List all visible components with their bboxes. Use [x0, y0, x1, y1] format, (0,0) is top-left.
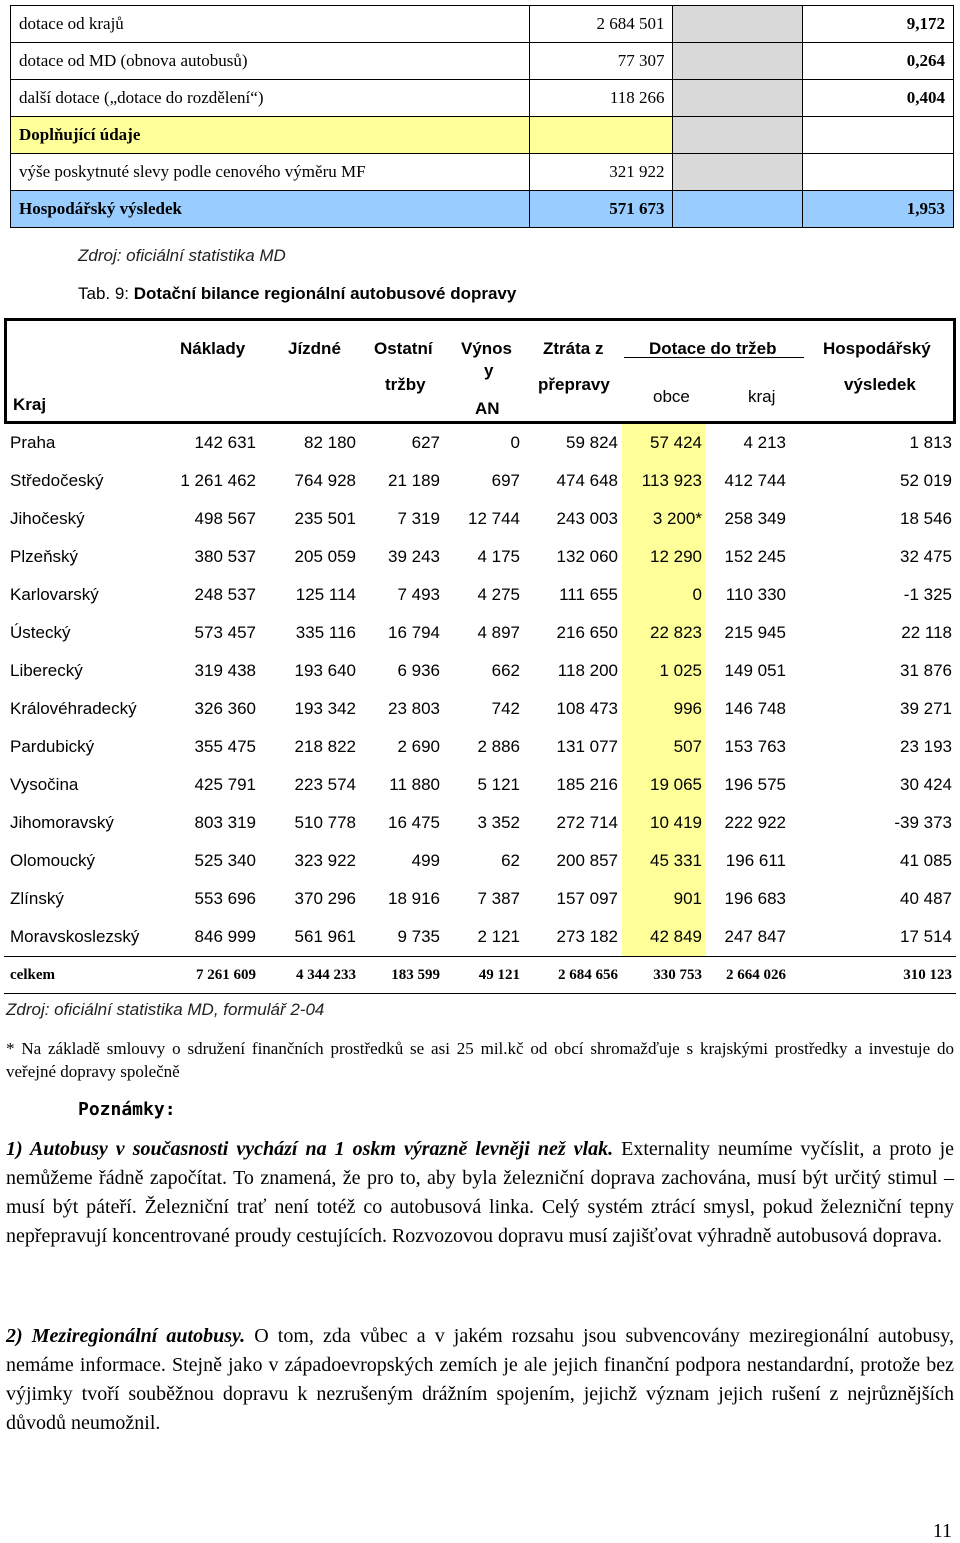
cell-value: 19 065: [622, 766, 706, 804]
cell-value: 803 319: [194, 813, 256, 832]
table-row: [4, 462, 956, 500]
cell-value: 248 537: [194, 585, 256, 604]
cell-value: 185 216: [556, 775, 618, 794]
cell-value: 2 690: [397, 737, 440, 756]
region-name: Plzeňský: [10, 547, 79, 566]
header-ztrata: Ztráta z: [543, 339, 604, 358]
cell-value: 59 824: [566, 433, 618, 452]
cell-value: 142 631: [194, 433, 256, 452]
cell-value: 205 059: [294, 547, 356, 566]
cell-value: 52 019: [900, 471, 952, 490]
note-1-text: Externality neumíme vyčíslit, a proto je nemůžeme řádně započítat. To znamená, že pro to, aby byla železniční doprava zachována, musí být určitý stimul – musí být páteří. Železniční trať není totéž co autobusová linka. Celý systém ztrácí smysl, pokud železniční tepny nepřepravují koncentrované proudy cestujících. Rozvozovou dopravu musí zajišťovat výhradně autobusová doprava.: [6, 1138, 954, 1247]
cell-value: 39 271: [900, 699, 952, 718]
cell-value: 7 387: [477, 889, 520, 908]
header-vysledek: výsledek: [844, 375, 916, 394]
cell-value: 310 123: [790, 957, 956, 994]
notes-heading: Poznámky:: [78, 1099, 176, 1120]
region-name: Zlínský: [10, 889, 64, 908]
cell-value: 573 457: [194, 623, 256, 642]
cell-value: 18 546: [900, 509, 952, 528]
cell-value: 40 487: [900, 889, 952, 908]
cell-value: 901: [622, 880, 706, 918]
cell-value: 196 575: [724, 775, 786, 794]
cell-value: 23 193: [900, 737, 952, 756]
cell-value: 12 744: [468, 509, 520, 528]
cell-value: 7 319: [397, 509, 440, 528]
header-divider: [624, 357, 804, 358]
cell-value: -39 373: [894, 813, 952, 832]
cell-value: 22 823: [622, 614, 706, 652]
table-row: [4, 500, 956, 538]
gray-cell: [673, 117, 803, 154]
table-row: [4, 614, 956, 652]
page-number: 11: [932, 1520, 952, 1542]
cell-value: 323 922: [294, 851, 356, 870]
cell-value: 7 493: [397, 585, 440, 604]
cell-value: 764 928: [294, 471, 356, 490]
cell-value: 6 936: [397, 661, 440, 680]
cell-value: 2 684 656: [524, 957, 622, 994]
header-dotace: Dotace do tržeb: [649, 339, 777, 358]
cell-value: 45 331: [622, 842, 706, 880]
region-name: Jihočeský: [10, 509, 85, 528]
cell-value: 2 886: [477, 737, 520, 756]
region-name: Karlovarský: [10, 585, 99, 604]
cell-value: 3 352: [477, 813, 520, 832]
table-row: [4, 804, 956, 842]
cell-value: 507: [622, 728, 706, 766]
region-name: Ústecký: [10, 623, 71, 642]
row-value: 2 684 501: [530, 6, 673, 43]
header-trzby: tržby: [385, 375, 426, 394]
cell-value: 1 261 462: [180, 471, 256, 490]
table-row: [4, 690, 956, 728]
row-ratio: 0,404: [803, 80, 954, 117]
cell-value: -1 325: [903, 585, 952, 604]
table-row: [4, 424, 956, 462]
blue-cell: [673, 191, 803, 228]
cell-value: 146 748: [724, 699, 786, 718]
cell-value: 193 342: [294, 699, 356, 718]
note-2: [6, 1322, 954, 1438]
row-ratio: 1,953: [803, 191, 954, 228]
table-caption: [78, 284, 516, 304]
header-vynos-y: y: [484, 361, 494, 380]
cell-value: 200 857: [556, 851, 618, 870]
gray-cell: [673, 43, 803, 80]
cell-value: 380 537: [194, 547, 256, 566]
caption-prefix: Tab. 9:: [78, 284, 130, 303]
region-name: Liberecký: [10, 661, 83, 680]
cell-value: 1 813: [909, 433, 952, 452]
cell-value: 131 077: [556, 737, 618, 756]
cell-value: 510 778: [294, 813, 356, 832]
cell-value: 326 360: [194, 699, 256, 718]
row-label: Doplňující údaje: [11, 117, 530, 154]
row-value: [530, 117, 673, 154]
gray-cell: [673, 154, 803, 191]
table-row: [11, 154, 954, 191]
row-label: dotace od krajů: [11, 6, 530, 43]
row-value: 571 673: [530, 191, 673, 228]
source-note: Zdroj: oficiální statistika MD: [78, 246, 286, 265]
footnote: * Na základě smlouvy o sdružení finančních prostředků se asi 25 mil.kč od obcí shromažďuje s krajskými prostředky a investuje do veřejné dopravy společně: [6, 1039, 954, 1081]
row-ratio: 0,264: [803, 43, 954, 80]
cell-value: 62: [501, 851, 520, 870]
cell-value: 110 330: [725, 585, 786, 604]
subsidy-balance-table: [4, 318, 956, 994]
region-name: Praha: [10, 433, 56, 452]
cell-value: 183 599: [360, 957, 444, 994]
row-ratio: [803, 117, 954, 154]
note-1-lead: 1) Autobusy v současnosti vychází na 1 oskm výrazně levněji než vlak.: [6, 1138, 614, 1160]
cell-value: 218 822: [294, 737, 356, 756]
cell-value: 272 714: [556, 813, 618, 832]
cell-value: 11 880: [389, 775, 440, 794]
cell-value: 39 243: [388, 547, 440, 566]
cell-value: 23 803: [388, 699, 440, 718]
note-2-lead: 2) Meziregionální autobusy.: [6, 1325, 246, 1347]
total-row: [4, 957, 956, 994]
note-2-text: O tom, zda vůbec a v jakém rozsahu jsou subvencovány meziregionální autobusy, nemáme informace. Stejně jako v západoevropských zemích je ale jejich finanční podpora nestandardní, protože bez výjimky tvoří souběžnou dopravu k nezrušeným drážním spojením, jejichž význam jejich rušení z nejrůznějších důvodů neumožnil.: [6, 1325, 954, 1434]
cell-value: 31 876: [900, 661, 952, 680]
cell-value: 319 438: [194, 661, 256, 680]
gray-cell: [673, 80, 803, 117]
cell-value: 18 916: [388, 889, 440, 908]
table-row: [4, 576, 956, 614]
cell-value: 12 290: [622, 538, 706, 576]
cell-value: 196 683: [724, 889, 786, 908]
row-value: 118 266: [530, 80, 673, 117]
row-label: další dotace („dotace do rozdělení“): [11, 80, 530, 117]
cell-value: 32 475: [900, 547, 952, 566]
cell-value: 111 655: [559, 585, 618, 604]
table-row: [11, 117, 954, 154]
cell-value: 561 961: [294, 927, 356, 946]
cell-value: 4 175: [477, 547, 520, 566]
table-row: [4, 538, 956, 576]
cell-value: 4 897: [477, 623, 520, 642]
header-kraj-sub: kraj: [748, 387, 776, 406]
cell-value: 370 296: [294, 889, 356, 908]
cell-value: 132 060: [556, 547, 618, 566]
table-row: [4, 842, 956, 880]
cell-value: 21 189: [388, 471, 440, 490]
cell-value: 0: [622, 576, 706, 614]
cell-value: 330 753: [622, 957, 706, 994]
cell-value: 846 999: [194, 927, 256, 946]
cell-value: 412 744: [724, 471, 786, 490]
table-row: [11, 80, 954, 117]
cell-value: 193 640: [294, 661, 356, 680]
table-row: [4, 652, 956, 690]
region-name: Moravskoslezský: [10, 927, 140, 946]
cell-value: 4 213: [743, 433, 786, 452]
cell-value: 243 003: [556, 509, 618, 528]
header-ostatni: Ostatní: [374, 339, 433, 358]
cell-value: 42 849: [622, 918, 706, 957]
cell-value: 627: [411, 433, 440, 452]
table-row: [11, 6, 954, 43]
region-name: Olomoucký: [10, 851, 96, 870]
row-label: Hospodářský výsledek: [11, 191, 530, 228]
cell-value: 7 261 609: [166, 957, 260, 994]
gray-cell: [673, 6, 803, 43]
cell-value: 235 501: [294, 509, 356, 528]
table-row: [4, 880, 956, 918]
cell-value: 996: [622, 690, 706, 728]
cell-value: 16 475: [388, 813, 440, 832]
table-row: [11, 43, 954, 80]
cell-value: 108 473: [556, 699, 618, 718]
cell-value: 223 574: [294, 775, 356, 794]
table-row: [4, 728, 956, 766]
table-row: [11, 191, 954, 228]
cell-value: 1 025: [622, 652, 706, 690]
cell-value: 742: [491, 699, 520, 718]
cell-value: 2 664 026: [706, 957, 790, 994]
row-ratio: [803, 154, 954, 191]
cell-value: 196 611: [725, 851, 786, 870]
region-name: celkem: [4, 957, 166, 994]
cell-value: 247 847: [724, 927, 786, 946]
cell-value: 82 180: [304, 433, 356, 452]
cell-value: 474 648: [556, 471, 618, 490]
cell-value: 157 097: [556, 889, 618, 908]
cell-value: 41 085: [900, 851, 952, 870]
cell-value: 258 349: [724, 509, 786, 528]
cell-value: 57 424: [622, 424, 706, 462]
cell-value: 0: [510, 433, 520, 452]
header-naklady: Náklady: [180, 339, 246, 358]
cell-value: 4 344 233: [260, 957, 360, 994]
cell-value: 30 424: [900, 775, 952, 794]
region-name: Pardubický: [10, 737, 95, 756]
cell-value: 499: [411, 851, 440, 870]
region-name: Královéhradecký: [10, 699, 137, 718]
cell-value: 118 200: [557, 661, 618, 680]
table-row: [4, 918, 956, 957]
note-1: [6, 1135, 954, 1251]
cell-value: 2 121: [477, 927, 520, 946]
row-label: dotace od MD (obnova autobusů): [11, 43, 530, 80]
cell-value: 5 121: [477, 775, 520, 794]
cell-value: 153 763: [724, 737, 786, 756]
cell-value: 355 475: [194, 737, 256, 756]
cell-value: 125 114: [295, 585, 356, 604]
row-value: 321 922: [530, 154, 673, 191]
cell-value: 498 567: [194, 509, 256, 528]
header-obce: obce: [653, 387, 690, 406]
cell-value: 697: [491, 471, 520, 490]
header-vynos: Výnos: [461, 339, 513, 358]
top-summary-table: [10, 5, 954, 228]
cell-value: 553 696: [194, 889, 256, 908]
caption-text: Dotační bilance regionální autobusové dopravy: [129, 284, 517, 303]
cell-value: 10 419: [622, 804, 706, 842]
table-row: [4, 766, 956, 804]
header-prepravy: přepravy: [538, 375, 610, 394]
row-value: 77 307: [530, 43, 673, 80]
header-kraj: Kraj: [13, 395, 47, 414]
row-ratio: 9,172: [803, 6, 954, 43]
cell-value: 222 922: [724, 813, 786, 832]
cell-value: 16 794: [388, 623, 440, 642]
cell-value: 152 245: [724, 547, 786, 566]
region-name: Vysočina: [10, 775, 79, 794]
cell-value: 9 735: [397, 927, 440, 946]
cell-value: 4 275: [477, 585, 520, 604]
cell-value: 17 514: [900, 927, 952, 946]
header-hv: Hospodářský: [823, 339, 931, 358]
cell-value: 335 116: [295, 623, 356, 642]
cell-value: 215 945: [724, 623, 786, 642]
cell-value: 425 791: [194, 775, 256, 794]
cell-value: 216 650: [556, 623, 618, 642]
header-an: AN: [475, 399, 500, 418]
region-name: Jihomoravský: [10, 813, 114, 832]
cell-value: 525 340: [194, 851, 256, 870]
cell-value: 662: [491, 661, 520, 680]
cell-value: 113 923: [622, 462, 706, 500]
row-label: výše poskytnuté slevy podle cenového výměru MF: [11, 154, 530, 191]
cell-value: 149 051: [724, 661, 786, 680]
header-jizdne: Jízdné: [288, 339, 341, 358]
cell-value: 273 182: [556, 927, 618, 946]
cell-value: 3 200*: [622, 500, 706, 538]
data-table: [4, 424, 956, 994]
region-name: Středočeský: [10, 471, 104, 490]
cell-value: 22 118: [901, 623, 952, 642]
cell-value: 49 121: [444, 957, 524, 994]
source-note-2: Zdroj: oficiální statistika MD, formulář 2-04: [6, 1000, 325, 1019]
table-header: [4, 318, 956, 424]
